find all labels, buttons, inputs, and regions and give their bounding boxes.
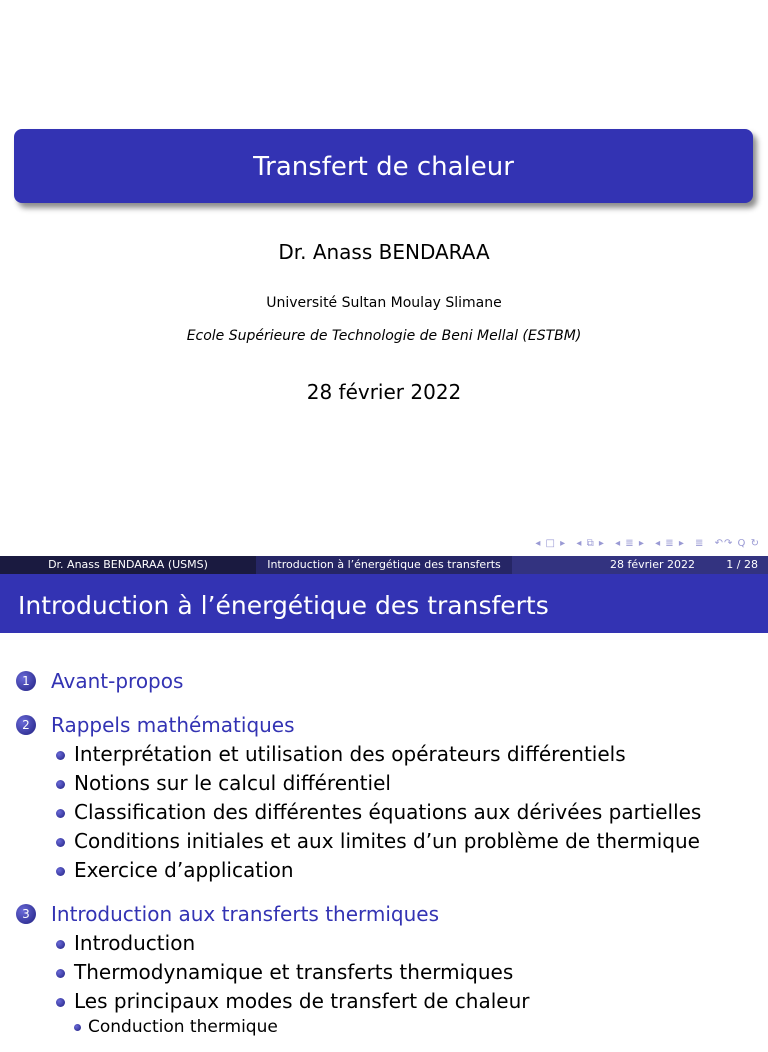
footer-bar xyxy=(0,556,768,574)
footer-author: Dr. Anass BENDARAA (USMS) xyxy=(0,556,256,574)
section-title[interactable]: Introduction aux transferts thermiques xyxy=(51,902,440,926)
frame-nav-icon[interactable]: ◂ □ ▸ xyxy=(535,538,567,549)
author-name: Dr. Anass BENDARAA xyxy=(278,240,490,264)
section-title[interactable]: Rappels mathématiques xyxy=(51,713,295,737)
bullet-icon xyxy=(74,1024,81,1031)
bullet-icon xyxy=(56,969,65,978)
toc-icon[interactable]: ≣ xyxy=(695,538,705,549)
university-name: Université Sultan Moulay Slimane xyxy=(266,295,502,311)
footer-date: 28 février 2022 xyxy=(610,558,696,571)
subsubsection-item[interactable] xyxy=(74,1016,756,1038)
table-of-contents xyxy=(16,666,756,1052)
subsection-label[interactable]: Introduction xyxy=(74,931,196,955)
bullet-icon xyxy=(56,809,65,818)
subsection-nav-icon[interactable]: ◂ ⧉ ▸ xyxy=(576,538,605,549)
subsection-item[interactable] xyxy=(56,929,756,958)
section-heading[interactable] xyxy=(16,710,756,740)
search-icon[interactable]: ↶↷ Q ↻ xyxy=(714,538,760,549)
toc-section xyxy=(16,899,756,1038)
section-number-badge: 3 xyxy=(16,904,36,924)
subsection-item[interactable] xyxy=(56,958,756,987)
footer-info xyxy=(512,556,768,574)
subsection-label[interactable]: Les principaux modes de transfert de chaleur xyxy=(74,989,530,1013)
bullet-icon xyxy=(56,780,65,789)
section-nav-icon[interactable]: ◂ ≣ ▸ xyxy=(655,538,685,549)
subsection-label[interactable]: Notions sur le calcul différentiel xyxy=(74,771,391,795)
subsection-label[interactable]: Conditions initiales et aux limites d’un problème de thermique xyxy=(74,829,700,853)
subsection-label[interactable]: Exercice d’application xyxy=(74,858,294,882)
bullet-icon xyxy=(56,838,65,847)
subsection-label[interactable]: Interprétation et utilisation des opérateurs différentiels xyxy=(74,742,626,766)
page-number: 1 / 28 xyxy=(726,558,758,571)
subsection-label[interactable]: Thermodynamique et transferts thermiques xyxy=(74,960,514,984)
subsection-label[interactable]: Classification des différentes équations aux dérivées partielles xyxy=(74,800,702,824)
subsection-item[interactable] xyxy=(56,827,756,856)
bullet-icon xyxy=(56,867,65,876)
bullet-icon xyxy=(56,940,65,949)
subsection-item[interactable] xyxy=(56,740,756,769)
subsubsection-label[interactable]: Conduction thermique xyxy=(88,1017,278,1037)
slide-title: Transfert de chaleur xyxy=(14,129,753,203)
section-number-badge: 1 xyxy=(16,671,36,691)
school-name: Ecole Supérieure de Technologie de Beni Mellal (ESTBM) xyxy=(186,328,582,344)
subsection-item[interactable] xyxy=(56,769,756,798)
section-title[interactable]: Avant-propos xyxy=(51,669,184,693)
section-heading[interactable] xyxy=(16,899,756,929)
section-heading[interactable] xyxy=(16,666,756,696)
subsection-item[interactable] xyxy=(56,798,756,827)
frame-title: Introduction à l’énergétique des transferts xyxy=(0,574,768,633)
bullet-icon xyxy=(56,751,65,760)
subsection-item[interactable] xyxy=(56,987,756,1016)
subsection-item[interactable] xyxy=(56,856,756,885)
toc-section xyxy=(16,666,756,696)
section-nav-icon[interactable]: ◂ ≣ ▸ xyxy=(615,538,645,549)
toc-section xyxy=(16,710,756,885)
section-number-badge: 2 xyxy=(16,715,36,735)
beamer-navigation xyxy=(529,538,760,549)
bullet-icon xyxy=(56,998,65,1007)
presentation-date: 28 février 2022 xyxy=(306,380,462,404)
footer-title: Introduction à l’énergétique des transferts xyxy=(256,556,512,574)
